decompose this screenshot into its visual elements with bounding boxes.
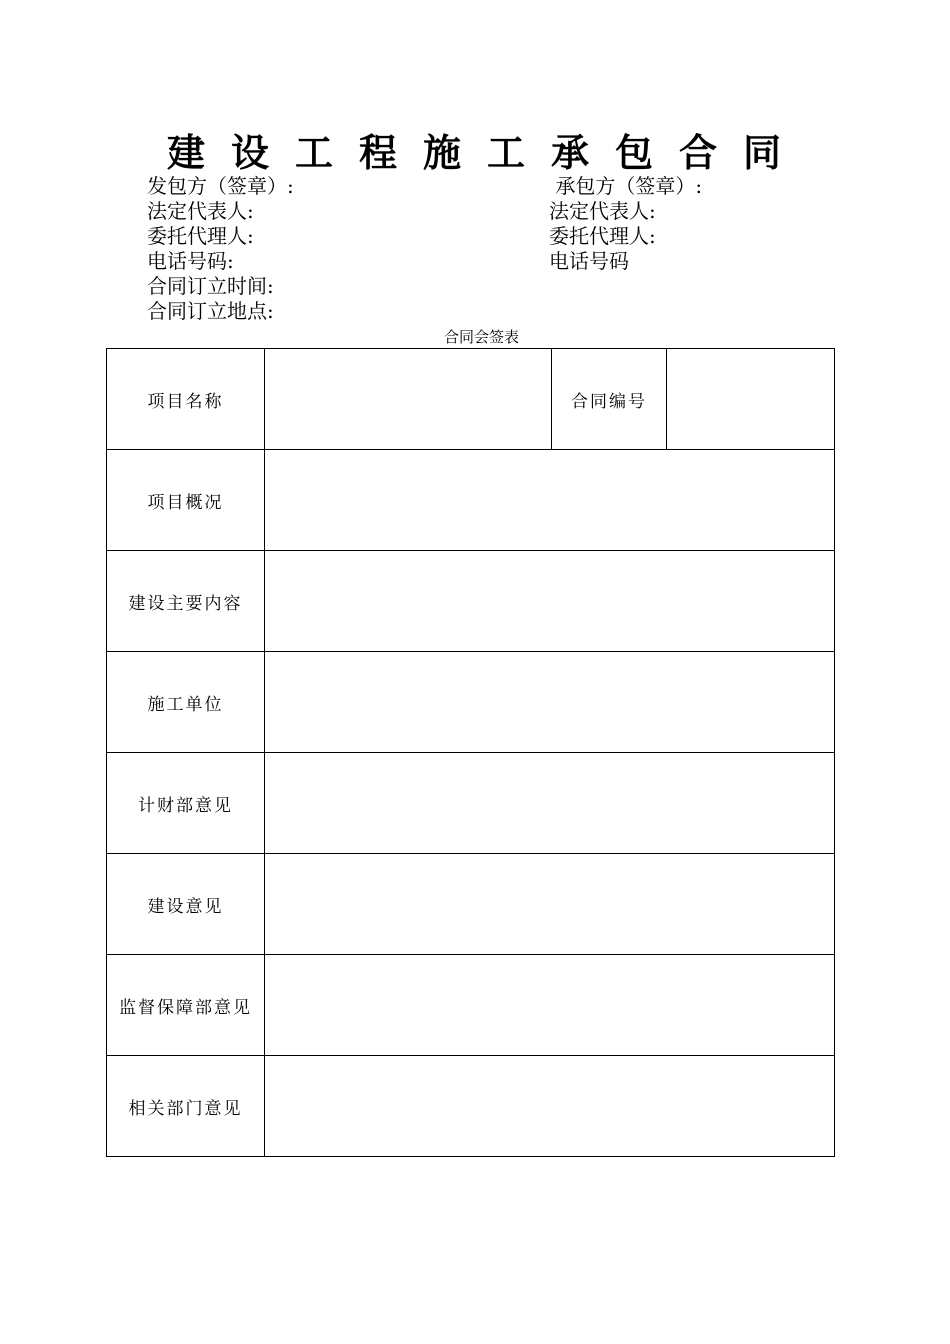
construction-unit-field[interactable]	[265, 652, 835, 753]
contractor-agent-label: 委托代理人:	[549, 224, 656, 248]
employer-phone-label: 电话号码:	[147, 249, 234, 273]
employer-seal-label: 发包方（签章）:	[147, 174, 294, 198]
employer-info	[147, 174, 294, 324]
main-content-field[interactable]	[265, 551, 835, 652]
contractor-phone-label: 电话号码	[549, 249, 629, 273]
project-overview-label: 项目概况	[107, 450, 265, 551]
finance-opinion-label: 计财部意见	[107, 753, 265, 854]
table-row	[107, 1056, 835, 1157]
table-row	[107, 349, 835, 450]
contractor-legal-rep-label: 法定代表人:	[549, 199, 656, 223]
contract-place-label: 合同订立地点:	[147, 299, 274, 323]
contract-no-field[interactable]	[667, 349, 835, 450]
table-row	[107, 551, 835, 652]
employer-agent-label: 委托代理人:	[147, 224, 254, 248]
project-name-label: 项目名称	[107, 349, 265, 450]
finance-opinion-field[interactable]	[265, 753, 835, 854]
contractor-info	[549, 174, 702, 274]
construction-opinion-label: 建设意见	[107, 854, 265, 955]
table-caption: 合同会签表	[443, 330, 519, 346]
table-row	[107, 753, 835, 854]
employer-legal-rep-label: 法定代表人:	[147, 199, 254, 223]
project-overview-field[interactable]	[265, 450, 835, 551]
contractor-seal-label: 承包方（签章）:	[549, 174, 703, 198]
table-row	[107, 854, 835, 955]
supervision-opinion-field[interactable]	[265, 955, 835, 1056]
construction-opinion-field[interactable]	[265, 854, 835, 955]
project-name-field[interactable]	[265, 349, 552, 450]
contract-date-label: 合同订立时间:	[147, 274, 274, 298]
construction-unit-label: 施工单位	[107, 652, 265, 753]
table-row	[107, 955, 835, 1056]
contract-no-label: 合同编号	[552, 349, 667, 450]
main-content-label: 建设主要内容	[107, 551, 265, 652]
document-title: 建设工程施工承包合同	[166, 131, 807, 175]
related-dept-opinion-label: 相关部门意见	[107, 1056, 265, 1157]
table-row	[107, 450, 835, 551]
table-row	[107, 652, 835, 753]
supervision-opinion-label: 监督保障部意见	[107, 955, 265, 1056]
countersign-table	[106, 348, 835, 1157]
related-dept-opinion-field[interactable]	[265, 1056, 835, 1157]
